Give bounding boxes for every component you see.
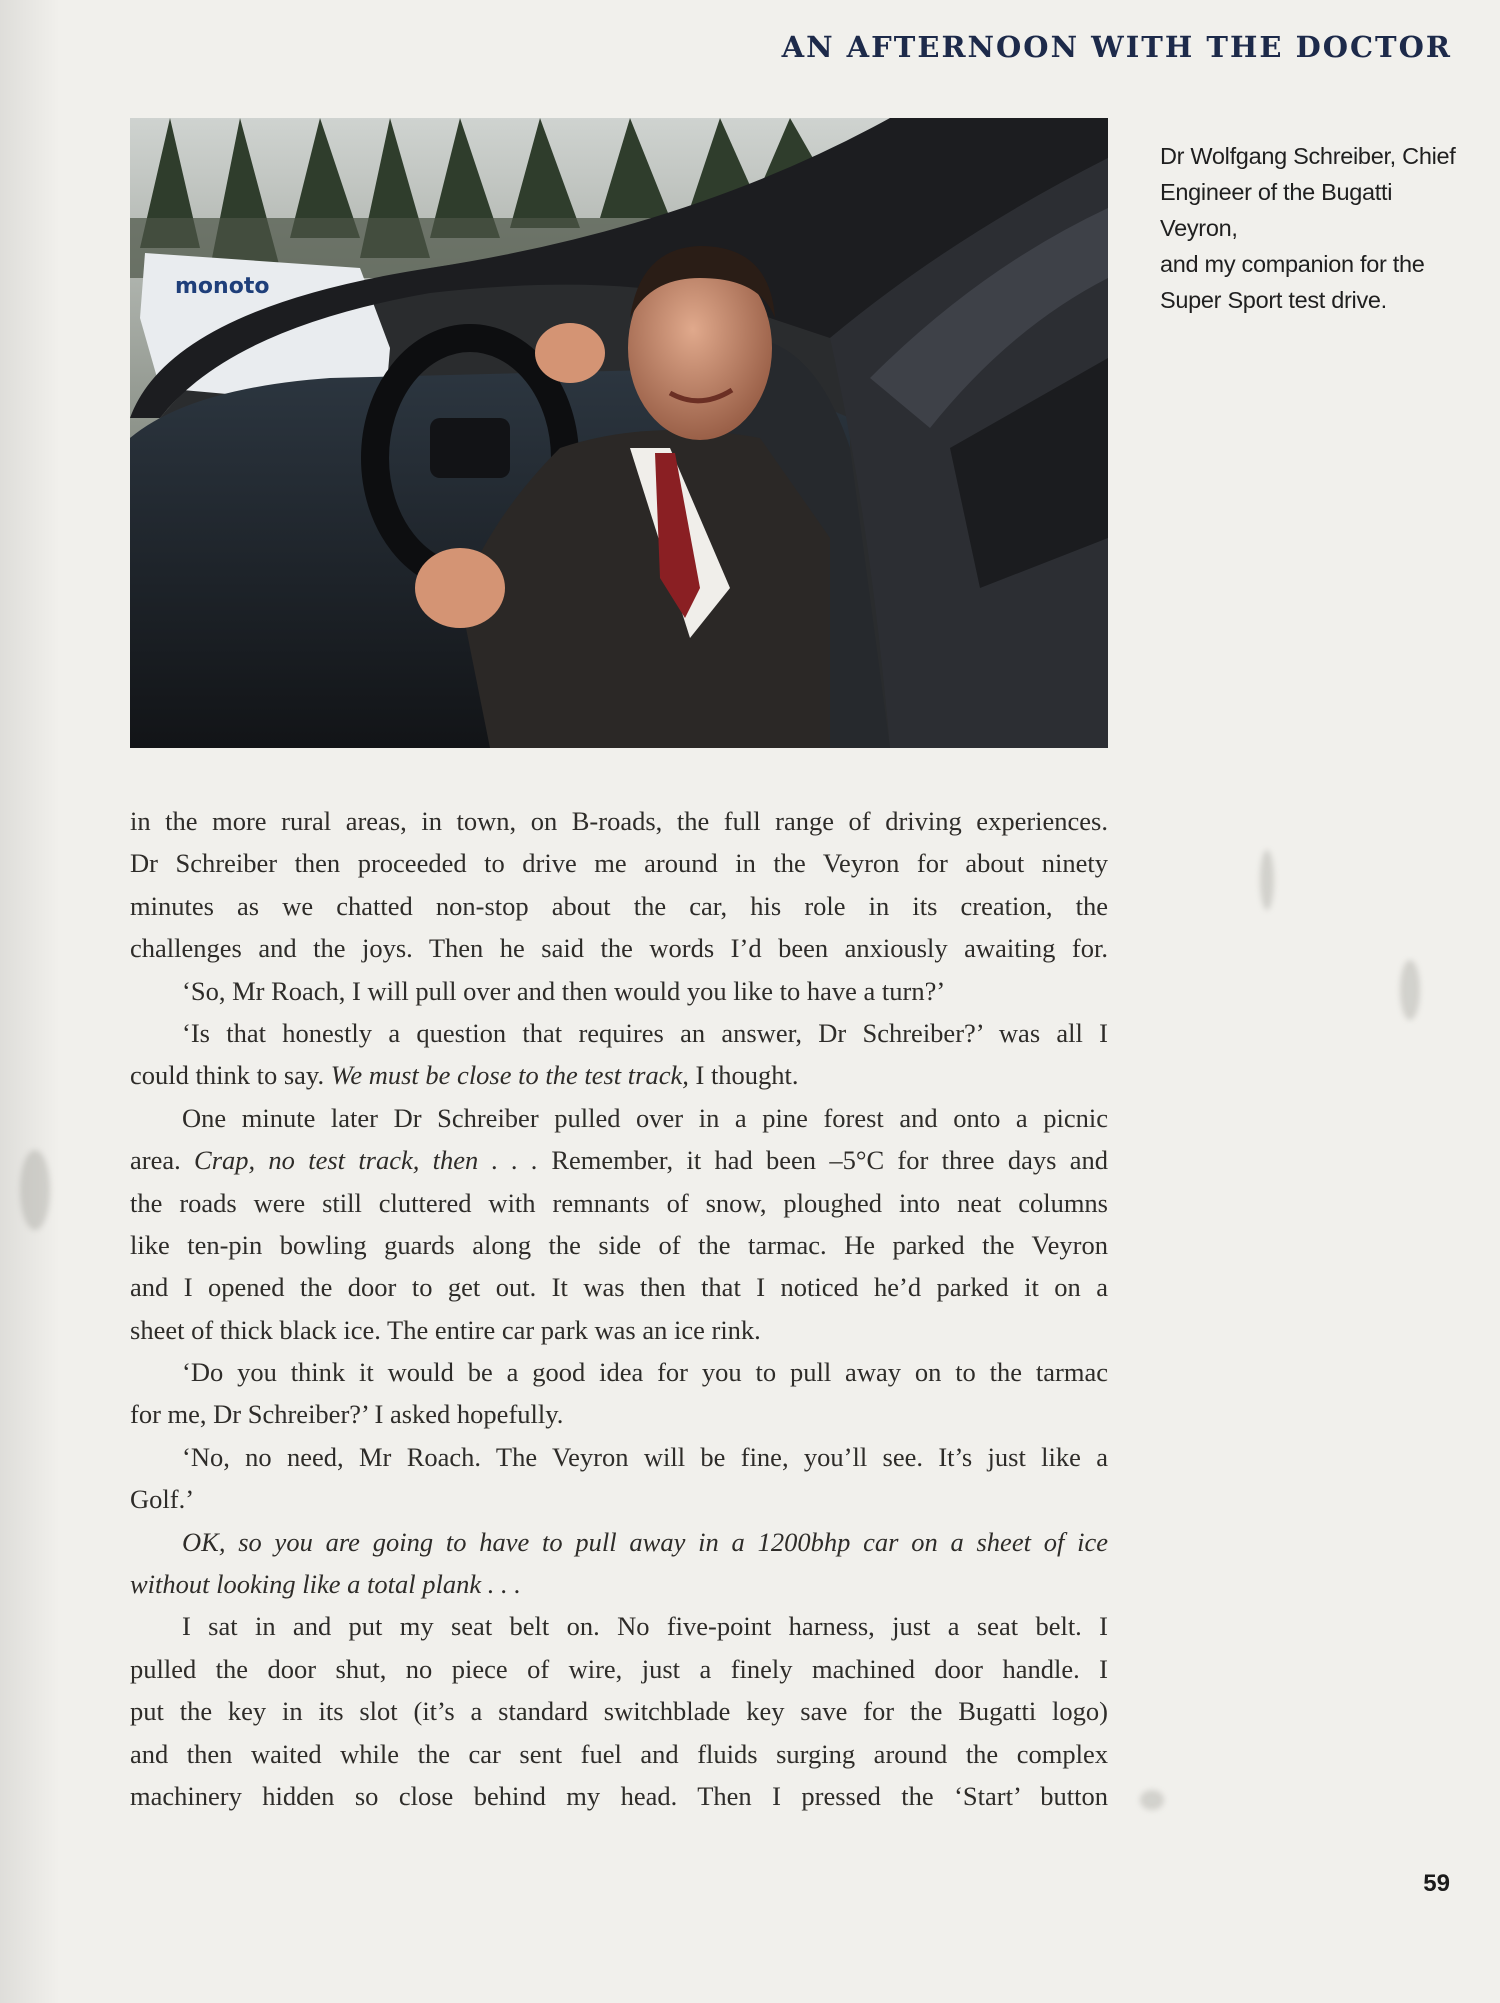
- body-line: like ten-pin bowling guards along the side of the tarmac. He parked the Veyron: [130, 1229, 1108, 1260]
- body-line: pulled the door shut, no piece of wire, just a finely machined door handle. I: [130, 1653, 1108, 1684]
- paper-smudge: [1260, 850, 1274, 910]
- text-run: could think to say.: [130, 1060, 331, 1091]
- text-run: Remember, it had been –5°C for three days and: [538, 1145, 1108, 1176]
- italic-thought: We must be close to the test track,: [330, 1060, 689, 1091]
- body-line: ‘Do you think it would be a good idea for you to pull away on to the tarmac: [182, 1357, 1108, 1388]
- photo-caption: [1160, 138, 1460, 318]
- body-line: machinery hidden so close behind my head. Then I pressed the ‘Start’ button: [130, 1780, 1108, 1811]
- body-line: One minute later Dr Schreiber pulled over in a pine forest and onto a picnic: [182, 1102, 1108, 1133]
- body-line: sheet of thick black ice. The entire car park was an ice rink.: [130, 1314, 761, 1345]
- photo-driver-in-veyron: [130, 118, 1108, 748]
- body-line: and then waited while the car sent fuel and fluids surging around the complex: [130, 1738, 1108, 1769]
- body-line: in the more rural areas, in town, on B-roads, the full range of driving experiences.: [130, 806, 1108, 836]
- body-line: challenges and the joys. Then he said the words I’d been anxiously awaiting for.: [130, 933, 1108, 964]
- body-line: Golf.’: [130, 1484, 195, 1515]
- body-line: ‘So, Mr Roach, I will pull over and then would you like to have a turn?’: [182, 975, 946, 1006]
- body-line: the roads were still cluttered with remnants of snow, ploughed into neat columns: [130, 1187, 1108, 1218]
- paper-smudge: [1400, 960, 1420, 1020]
- photo-illustration: [130, 118, 1108, 748]
- text-run: I thought.: [688, 1060, 799, 1091]
- body-line: minutes as we chatted non-stop about the car, his role in its creation, the: [130, 890, 1108, 921]
- caption-line: Engineer of the Bugatti Veyron,: [1160, 179, 1393, 241]
- paper-smudge: [1140, 1790, 1164, 1810]
- caption-line: and my companion for the: [1160, 251, 1425, 277]
- body-line: Dr Schreiber then proceeded to drive me around in the Veyron for about ninety: [130, 848, 1108, 879]
- paper-smudge: [20, 1150, 50, 1230]
- text-run: area.: [130, 1145, 195, 1176]
- body-line: put the key in its slot (it’s a standard switchblade key save for the Bugatti logo): [130, 1696, 1108, 1727]
- body-line: and I opened the door to get out. It was then that I noticed he’d parked it on a: [130, 1272, 1108, 1303]
- body-line-italic: without looking like a total plank . . .: [130, 1569, 521, 1600]
- body-line: for me, Dr Schreiber?’ I asked hopefully.: [130, 1399, 564, 1430]
- van-lettering: monoto: [175, 274, 270, 299]
- body-line: [130, 1054, 1108, 1096]
- body-text: [130, 800, 1108, 1817]
- body-line: [130, 1139, 1108, 1181]
- body-line: ‘No, no need, Mr Roach. The Veyron will be fine, you’ll see. It’s just like a: [182, 1441, 1108, 1472]
- italic-thought: Crap, no test track, then . . .: [194, 1145, 539, 1176]
- body-line: I sat in and put my seat belt on. No five-point harness, just a seat belt. I: [182, 1611, 1108, 1642]
- caption-line: Dr Wolfgang Schreiber, Chief: [1160, 143, 1456, 169]
- body-line-italic: OK, so you are going to have to pull away in a 1200bhp car on a sheet of ice: [182, 1526, 1108, 1557]
- page-number: 59: [1423, 1870, 1450, 1897]
- body-line: ‘Is that honestly a question that requires an answer, Dr Schreiber?’ was all I: [182, 1017, 1108, 1048]
- caption-line: Super Sport test drive.: [1160, 287, 1387, 313]
- spine-shadow: [0, 0, 60, 2003]
- running-head: AN AFTERNOON WITH THE DOCTOR: [781, 30, 1452, 64]
